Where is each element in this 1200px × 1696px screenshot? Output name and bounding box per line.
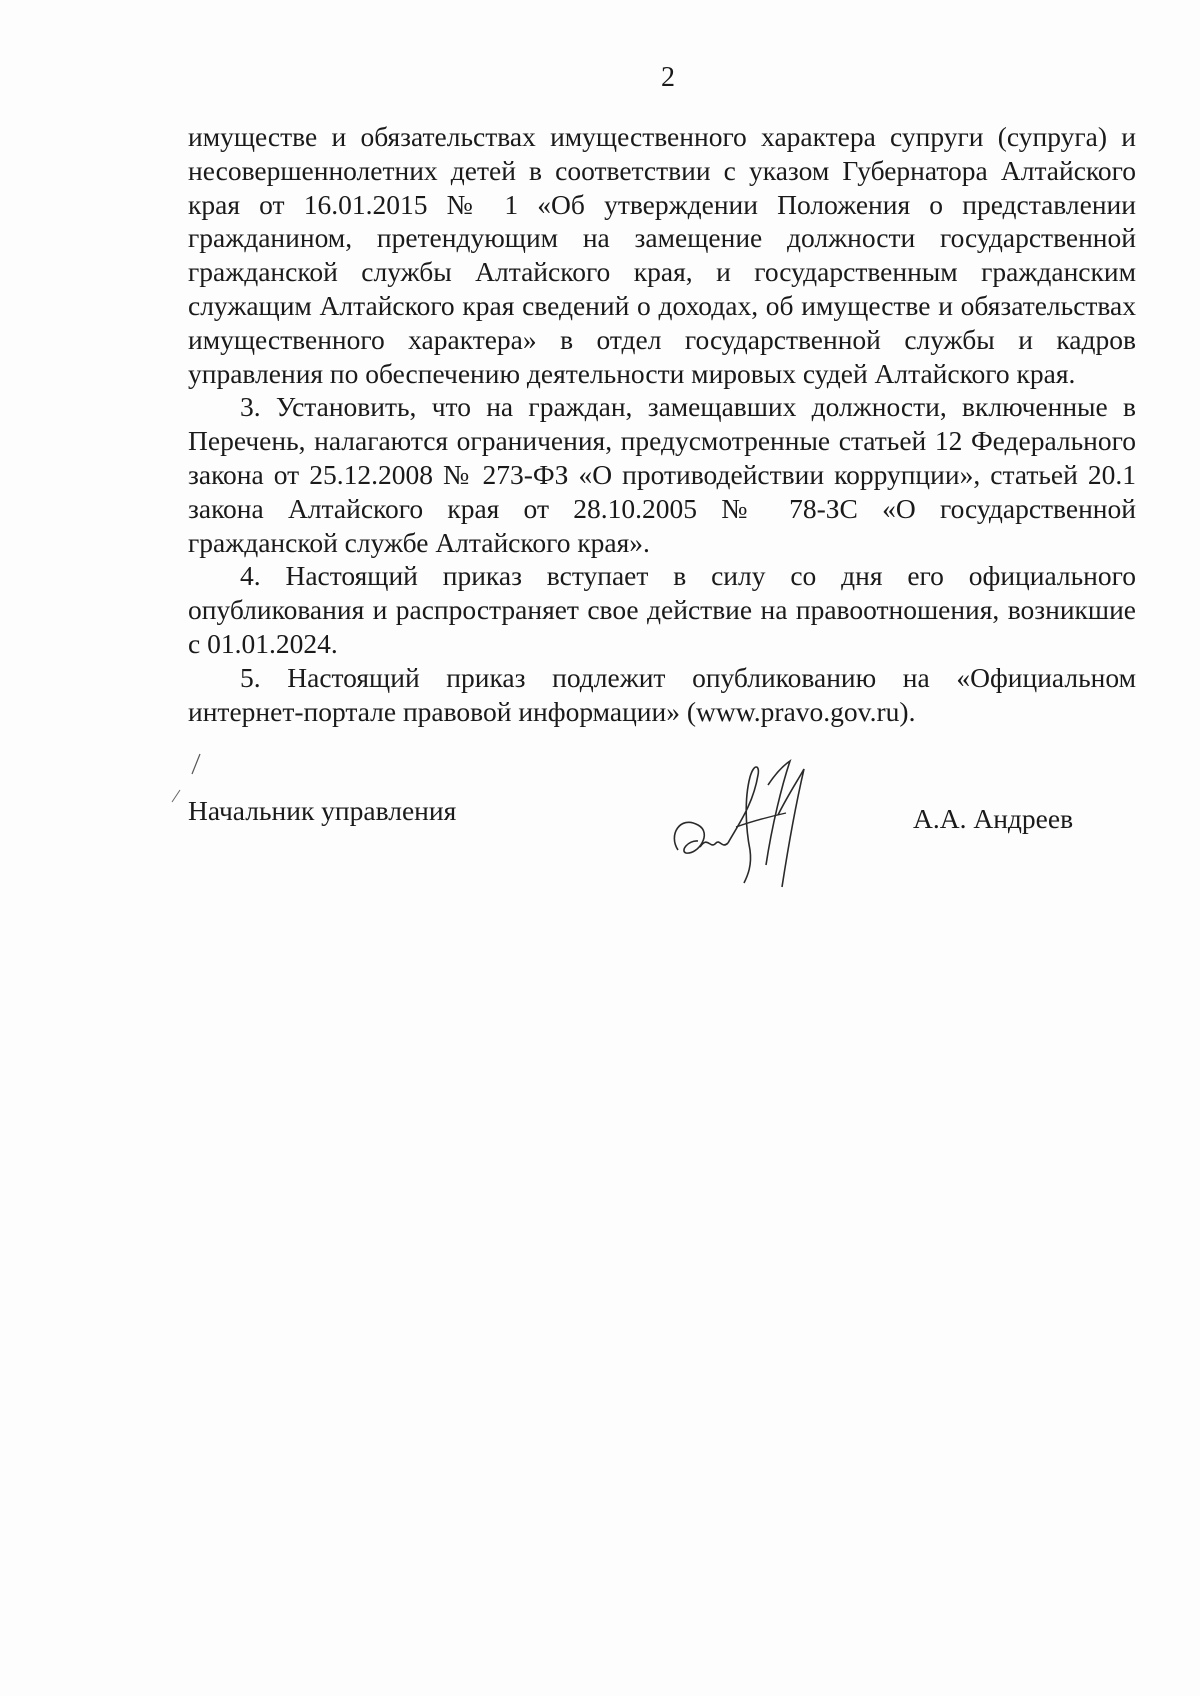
paragraph-item-4: 4. Настоящий приказ вступает в силу со дня его официального опубликования и распространяет свое действие на правоотношения, возникшие с 01.01.2024. xyxy=(188,560,1136,659)
signatory-name: А.А. Андреев xyxy=(913,803,1074,834)
signatory-position: Начальник управления xyxy=(188,795,457,826)
page-number: 2 xyxy=(661,62,675,93)
paragraph-item-3: 3. Установить, что на граждан, замещавших должности, включенные в Перечень, налагаются ограничения, предусмотренные статьей 12 Федерального закона от 25.12.2008 № 273-ФЗ «О противодействии коррупции», статьей 20.1 закона Алтайского края от 28.10.2005 № 78-ЗС «О государственной гражданской службе Алтайского края». xyxy=(188,391,1136,558)
document-body xyxy=(188,120,1136,728)
paragraph-item-5: 5. Настоящий приказ подлежит опубликованию на «Официальном интернет-портале правовой информации» (www.pravo.gov.ru). xyxy=(188,661,1136,727)
signature-block xyxy=(188,795,1148,915)
handwritten-signature xyxy=(658,755,838,895)
paragraph-continuation: имуществе и обязательствах имущественного характера супруги (супруга) и несовершеннолетних детей в соответствии с указом Губернатора Алтайского края от 16.01.2015 № 1 «Об утверждении Положения о представлении гражданином, претендующим на замещение должности государственной гражданской службы Алтайского края, и государственным гражданским служащим Алтайского края сведений о доходах, об имуществе и обязательствах имущественного характера» в отдел государственной службы и кадров управления по обеспечению деятельности мировых судей Алтайского края. xyxy=(188,121,1136,389)
